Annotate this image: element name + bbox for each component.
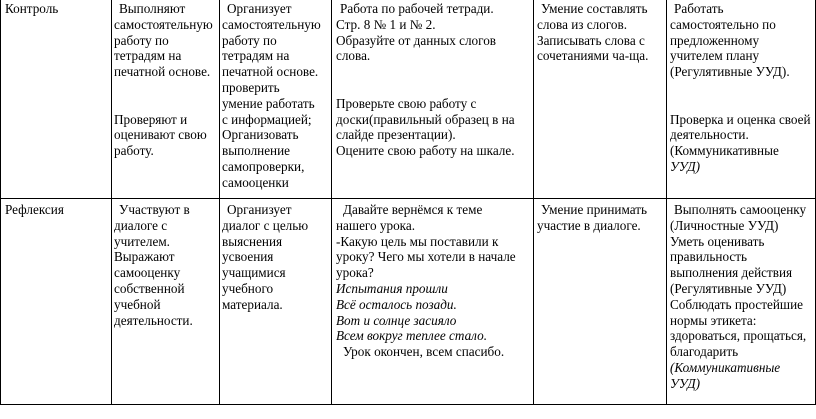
row-control-subject-cell — [537, 1, 648, 64]
text-line — [114, 96, 213, 112]
text-line: учителем. — [114, 233, 170, 249]
text-line: умение работать — [222, 95, 315, 111]
column-divider — [111, 0, 112, 405]
text-line: самооценки — [222, 174, 289, 190]
text-line: участие в диалоге. — [537, 217, 641, 233]
text-line: собственной — [114, 280, 185, 296]
text-line: (Коммуникативные — [670, 359, 781, 375]
text-line: Выполнять самооценку — [674, 202, 807, 217]
text-line: Организует — [227, 202, 292, 217]
text-line: слова из слогов. — [537, 16, 628, 32]
row-divider — [0, 198, 816, 199]
text-line: работу по — [114, 32, 169, 48]
text-line: самостоятельно по — [670, 16, 776, 32]
column-divider — [533, 0, 534, 405]
text-line: печатной основе. — [222, 64, 319, 80]
text-line: печатной основе. — [114, 64, 211, 80]
row-control-content-cell — [336, 1, 515, 159]
text-line: учебного — [222, 280, 274, 296]
text-line: Умение составлять — [541, 1, 648, 16]
text-line: с информацией; — [222, 111, 312, 127]
table-border-left — [0, 0, 1, 405]
text-line: Умение принимать — [541, 202, 648, 217]
text-line: деятельности. — [670, 127, 749, 143]
text-line: самостоятельную — [222, 16, 321, 32]
row-reflection-subject-cell — [537, 202, 647, 234]
text-line: самостоятельную — [114, 16, 213, 32]
text-line: диалоге с — [114, 217, 168, 233]
text-line: Участвуют в — [119, 202, 190, 217]
stage-label: Рефлексия — [5, 202, 64, 217]
text-line: Давайте вернёмся к теме — [343, 202, 483, 217]
text-line: (Личностные УУД) — [670, 217, 779, 233]
text-line: Проверьте свою работу с — [336, 95, 477, 111]
text-line: учителем плану — [670, 48, 760, 64]
text-line: учащимися — [222, 265, 286, 281]
text-line: Урок окончен, всем спасибо. — [343, 344, 505, 360]
text-line: урока? — [336, 265, 374, 281]
text-line: оценивают свою — [114, 127, 207, 143]
text-line: Вот и солнце засияло — [336, 312, 457, 328]
row-control-uud-cell — [670, 1, 811, 175]
text-line: тетрадям на — [222, 48, 290, 64]
text-line: (Регулятивные УУД). — [670, 64, 790, 80]
text-line: Выполняют — [119, 1, 186, 16]
text-line: слайде презентации). — [336, 127, 456, 143]
text-line: Образуйте от данных слогов — [336, 32, 497, 48]
text-line: Организовать — [222, 127, 299, 143]
text-line — [670, 96, 811, 112]
column-divider — [331, 0, 332, 405]
text-line — [114, 80, 213, 96]
text-line — [670, 80, 811, 96]
text-line: уроку? Чего мы хотели в начале — [336, 249, 516, 265]
text-line: Соблюдать простейшие — [670, 296, 803, 312]
text-line: УУД) — [670, 375, 700, 391]
text-line: Проверяют и — [114, 111, 188, 127]
text-line: нашего урока. — [336, 217, 416, 233]
row-control-teacher-cell — [222, 1, 321, 191]
text-line: Стр. 8 № 1 и № 2. — [336, 16, 436, 32]
text-line: Проверка и оценка своей — [670, 111, 811, 127]
text-line: благодарить — [670, 344, 739, 360]
row-reflection-content-cell — [336, 202, 516, 360]
text-line: тетрадям на — [114, 48, 182, 64]
row-control-students-cell — [114, 1, 213, 159]
text-line: (Коммуникативные — [670, 143, 779, 159]
text-line: деятельности. — [114, 312, 193, 328]
text-line: самооценку — [114, 265, 181, 281]
text-line: здороваться, прощаться, — [670, 328, 807, 344]
text-line: Уметь оценивать — [670, 233, 765, 249]
row-reflection-stage — [5, 202, 64, 218]
text-line: (Регулятивные УУД) — [670, 280, 787, 296]
text-line: правильность — [670, 249, 747, 265]
text-line: Выражают — [114, 249, 175, 265]
row-reflection-teacher-cell — [222, 202, 308, 313]
text-line: выполнение — [222, 143, 291, 159]
text-line: УУД) — [670, 158, 700, 174]
stage-label: Контроль — [5, 1, 59, 16]
text-line: самопроверки, — [222, 158, 305, 174]
row-reflection-students-cell — [114, 202, 193, 328]
text-line: проверить — [222, 79, 280, 95]
text-line: выяснения — [222, 233, 283, 249]
text-line: сочетаниями ча-ща. — [537, 48, 649, 64]
table-border-bottom — [0, 404, 816, 405]
text-line: -Какую цель мы поставили к — [336, 233, 499, 249]
text-line: учебной — [114, 296, 161, 312]
text-line: Всем вокруг теплее стало. — [336, 328, 487, 344]
text-line: Оцените свою работу на шкале. — [336, 143, 515, 159]
text-line: Испытания прошли — [336, 280, 448, 296]
column-divider — [219, 0, 220, 405]
text-line: материала. — [222, 296, 283, 312]
text-line — [336, 64, 515, 80]
text-line: нормы этикета: — [670, 312, 757, 328]
text-line: Работа по рабочей тетради. — [340, 1, 494, 16]
text-line: доски(правильный образец в на — [336, 111, 515, 127]
row-reflection-uud-cell — [670, 202, 806, 392]
text-line: усвоения — [222, 249, 274, 265]
text-line: Организует — [227, 1, 292, 16]
text-line: работу по — [222, 32, 277, 48]
column-divider — [666, 0, 667, 405]
row-control-stage — [5, 1, 58, 17]
text-line: выполнения действия — [670, 265, 793, 281]
text-line: работу. — [114, 143, 154, 159]
text-line: Записывать слова с — [537, 32, 645, 48]
text-line: слова. — [336, 48, 371, 64]
text-line — [336, 80, 515, 96]
text-line: Всё осталось позади. — [336, 296, 457, 312]
text-line: диалог с целью — [222, 217, 309, 233]
text-line: предложенному — [670, 32, 760, 48]
text-line: Работать — [674, 1, 724, 16]
